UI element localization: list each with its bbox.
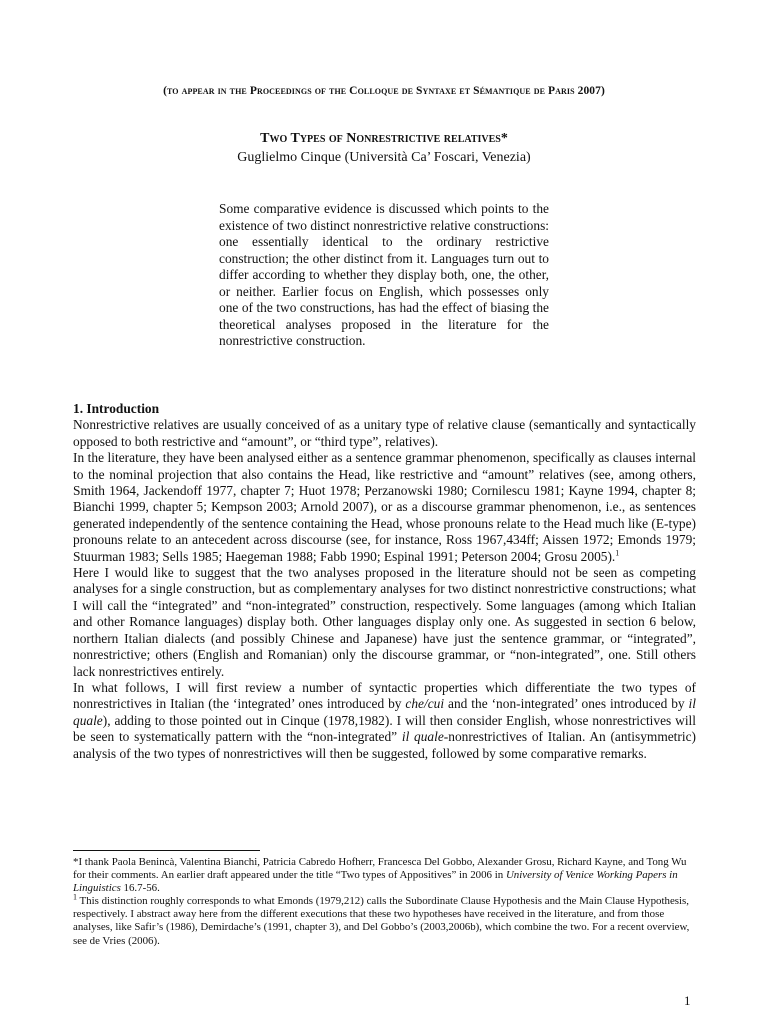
footnote-ref-1[interactable]: 1 xyxy=(615,548,620,558)
author-line: Guglielmo Cinque (Università Ca’ Foscari, Venezia) xyxy=(237,150,531,165)
footnote-1 xyxy=(73,892,696,947)
abstract: Some comparative evidence is discussed which points to the existence of two distinct nonrestrictive relative constructions: one essentially identical to the ordinary restrictive construction; the other distinct from it. Languages turn out to differ according to whether they display both, one, the other, or neither. Earlier focus on English, which possesses only one of the two constructions, has had the effect of biasing the theoretical analyses proposed in the literature for the nonrestrictive construction. xyxy=(219,201,549,348)
footnote-1-text: This distinction roughly corresponds to what Emonds (1979,212) calls the Subordinate Clause Hypothesis and the Main Clause Hypothesis, respectively. I abstract away here from the different executions that these two hypotheses have received in the literature, and from those analyses, like Safir’s (1986), Demirdache’s (1991, chapter 3), and Del Gobbo’s (2003,2006b), which combine the two. For a recent overview, see de Vries (2006). xyxy=(73,895,690,947)
section-heading: 1. Introduction xyxy=(73,401,160,416)
paragraph-4-text-c: ), adding to those pointed out in Cinque (1978,1982). I will then consider English, whose nonrestrictives will be seen to systematically pattern with the “non-integrated” xyxy=(73,712,696,745)
footnote-journal-title: University of Venice Working Papers in Linguistics xyxy=(73,869,678,895)
publication-note: (to appear in the Proceedings of the Colloque de Syntaxe et Sémantique de Paris 2007) xyxy=(163,85,605,97)
paragraph-4-text-b: and the ‘non-integrated’ ones introduced by xyxy=(444,696,689,712)
page-number: 1 xyxy=(684,993,691,1008)
term-che-cui: che/cui xyxy=(405,696,445,712)
footnote-1-mark: 1 xyxy=(73,892,77,902)
section-introduction xyxy=(73,401,696,762)
footnotes xyxy=(73,856,696,948)
paragraph-2-text: In the literature, they have been analysed either as a sentence grammar phenomenon, specifically as clauses internal to the nominal projection that also contains the Head, like restrictive and “amount” relatives (see, among others, Smith 1964, Jackendoff 1977, chapter 7; Huot 1978; Perzanowski 1980; Cornilescu 1981; Kayne 1994, chapter 8; Bianchi 1999, chapter 5; Kempson 2003; Arnold 2007), or as a discourse grammar phenomenon, i.e., as sentences generated independently of the sentence containing the Head, whose pronouns relate to the Head much like (E-type) pronouns relate to an antecedent across discourse (see, for instance, Ross 1967,434ff; Aissen 1972; Emonds 1979; Stuurman 1983; Sells 1985; Haegeman 1988; Fabb 1990; Espinal 1991; Peterson 2004; Grosu 2005). xyxy=(73,450,696,564)
paper-title: Two Types of Nonrestrictive relatives* xyxy=(260,131,508,146)
term-il-quale: il quale xyxy=(73,696,696,728)
footnote-star-text-b: 16.7-56. xyxy=(120,882,160,895)
footnote-acknowledgement xyxy=(73,856,696,895)
term-il-quale-2: il quale xyxy=(401,729,444,745)
paragraph-2 xyxy=(73,450,696,565)
paragraph-4-text-d: -nonrestrictives of Italian. An (antisymmetric) analysis of the two types of nonrestrictives will then be suggested, followed by some comparative remarks. xyxy=(73,729,696,761)
footnote-star-text-a: *I thank Paola Benincà, Valentina Bianchi, Patricia Cabredo Hofherr, Francesca Del Gobbo, Alexander Grosu, Richard Kayne, and Tong Wu for their comments. An earlier draft appeared under the title “Two types of Appositives” in 2006 in xyxy=(73,856,687,882)
paragraph-3: Here I would like to suggest that the two analyses proposed in the literature should not be seen as competing analyses for a single construction, but as complementary analyses for two distinct nonrestrictive constructions; what I will call the “integrated” and “non-integrated” construction, respectively. Some languages (among which Italian and other Romance languages) display both. Other languages display only one. As suggested in section 6 below, northern Italian dialects (and possibly Chinese and Japanese) have just the sentence grammar, or “integrated”, nonrestrictive; others (English and Romanian) only the discourse grammar, or “non-integrated”, one. Still others lack nonrestrictives entirely. xyxy=(73,565,696,679)
paragraph-1: Nonrestrictive relatives are usually conceived of as a unitary type of relative clause (semantically and syntactically opposed to both restrictive and “amount”, or “third type”, relatives). xyxy=(73,417,696,449)
paragraph-4 xyxy=(73,680,696,762)
paragraph-4-text-a: In what follows, I will first review a number of syntactic properties which differentiate the two types of nonrestrictives in Italian (the ‘integrated’ ones introduced by xyxy=(73,679,696,712)
footnote-separator xyxy=(73,850,260,851)
